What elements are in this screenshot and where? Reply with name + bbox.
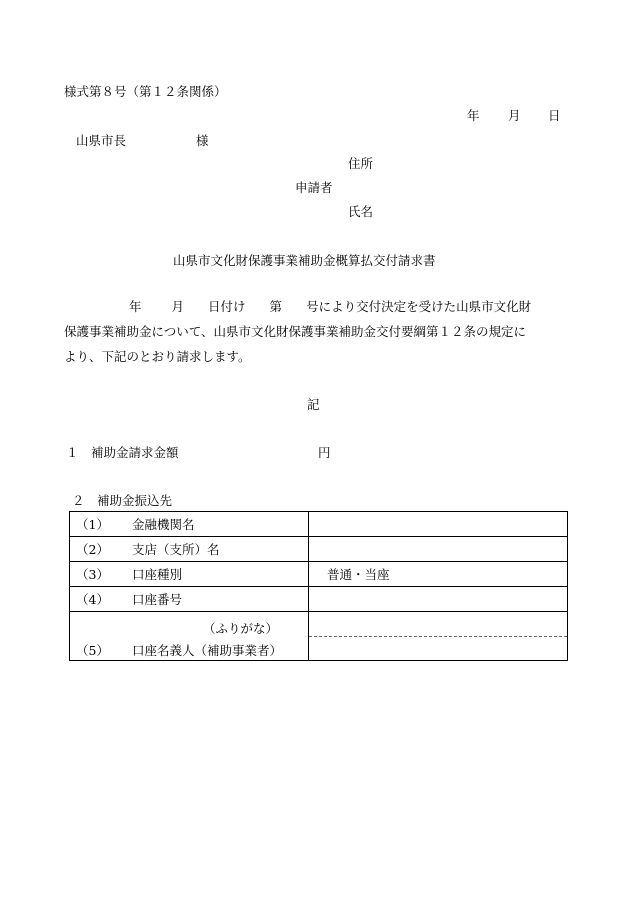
bank-account-table [69, 511, 568, 661]
table-row [70, 512, 568, 537]
addressee-honorific: 様 [196, 133, 209, 148]
row-label: 口座番号 [132, 592, 183, 607]
row-number: （4） [76, 592, 109, 607]
body-line-1 [64, 294, 574, 319]
table-row [70, 562, 568, 587]
name-label: 氏名 [348, 204, 374, 219]
body-line-3: より、下記のとおり請求します。 [64, 349, 251, 364]
row-label: 口座種別 [132, 567, 183, 582]
row-number: （1） [76, 517, 109, 532]
item-1-unit: 円 [318, 445, 331, 460]
row-number: （2） [76, 542, 109, 557]
item-1-label: 補助金請求金額 [91, 445, 179, 460]
row-number: （3） [76, 567, 109, 582]
row-number: （5） [76, 643, 109, 658]
body-line-2: 保護事業補助金について、山県市文化財保護事業補助金交付要綱第１２条の規定に [64, 324, 527, 339]
table-row [70, 537, 568, 562]
body-line-1-rest: 号により交付決定を受けた山県市文化財 [306, 299, 532, 314]
form-number: 様式第８号（第１２条関係） [64, 84, 227, 99]
account-type-field[interactable]: 普通・当座 [309, 562, 568, 587]
table-row [70, 587, 568, 612]
item-1-number: １ [66, 445, 79, 460]
body-paragraph [64, 294, 574, 369]
applicant-label: 申請者 [295, 180, 333, 195]
item-2-number: ２ [72, 493, 85, 508]
row-label: 口座名義人（補助事業者） [132, 643, 283, 658]
row-label-cell [70, 537, 309, 562]
row-label: 支店（支所）名 [132, 542, 220, 557]
account-holder-cell [309, 612, 568, 661]
date-day: 日 [548, 108, 561, 123]
row-label: 金融機関名 [132, 517, 195, 532]
body-dated: 日付け [208, 299, 246, 314]
row-label-cell [70, 562, 309, 587]
ki-heading: 記 [307, 397, 320, 412]
furigana-label: （ふりがな） [203, 621, 279, 636]
date-month: 月 [508, 108, 521, 123]
addressee-name: 山県市長 [76, 133, 127, 148]
document-title: 山県市文化財保護事業補助金概算払交付請求書 [173, 253, 436, 268]
bank-name-field[interactable] [309, 512, 568, 537]
address-label: 住所 [348, 156, 374, 171]
account-number-field[interactable] [309, 587, 568, 612]
item-2-label: 補助金振込先 [97, 493, 173, 508]
date-year: 年 [467, 108, 480, 123]
row-label-cell [70, 612, 309, 661]
row-5-label-wrap [70, 641, 282, 659]
row-label-cell [70, 512, 309, 537]
body-number-prefix: 第 [269, 299, 283, 314]
table-row [70, 612, 568, 661]
account-holder-furigana-field[interactable] [309, 612, 567, 637]
body-month: 月 [171, 299, 185, 314]
branch-name-field[interactable] [309, 537, 568, 562]
account-holder-name-field[interactable] [309, 637, 567, 660]
row-label-cell [70, 587, 309, 612]
body-year: 年 [129, 299, 142, 314]
